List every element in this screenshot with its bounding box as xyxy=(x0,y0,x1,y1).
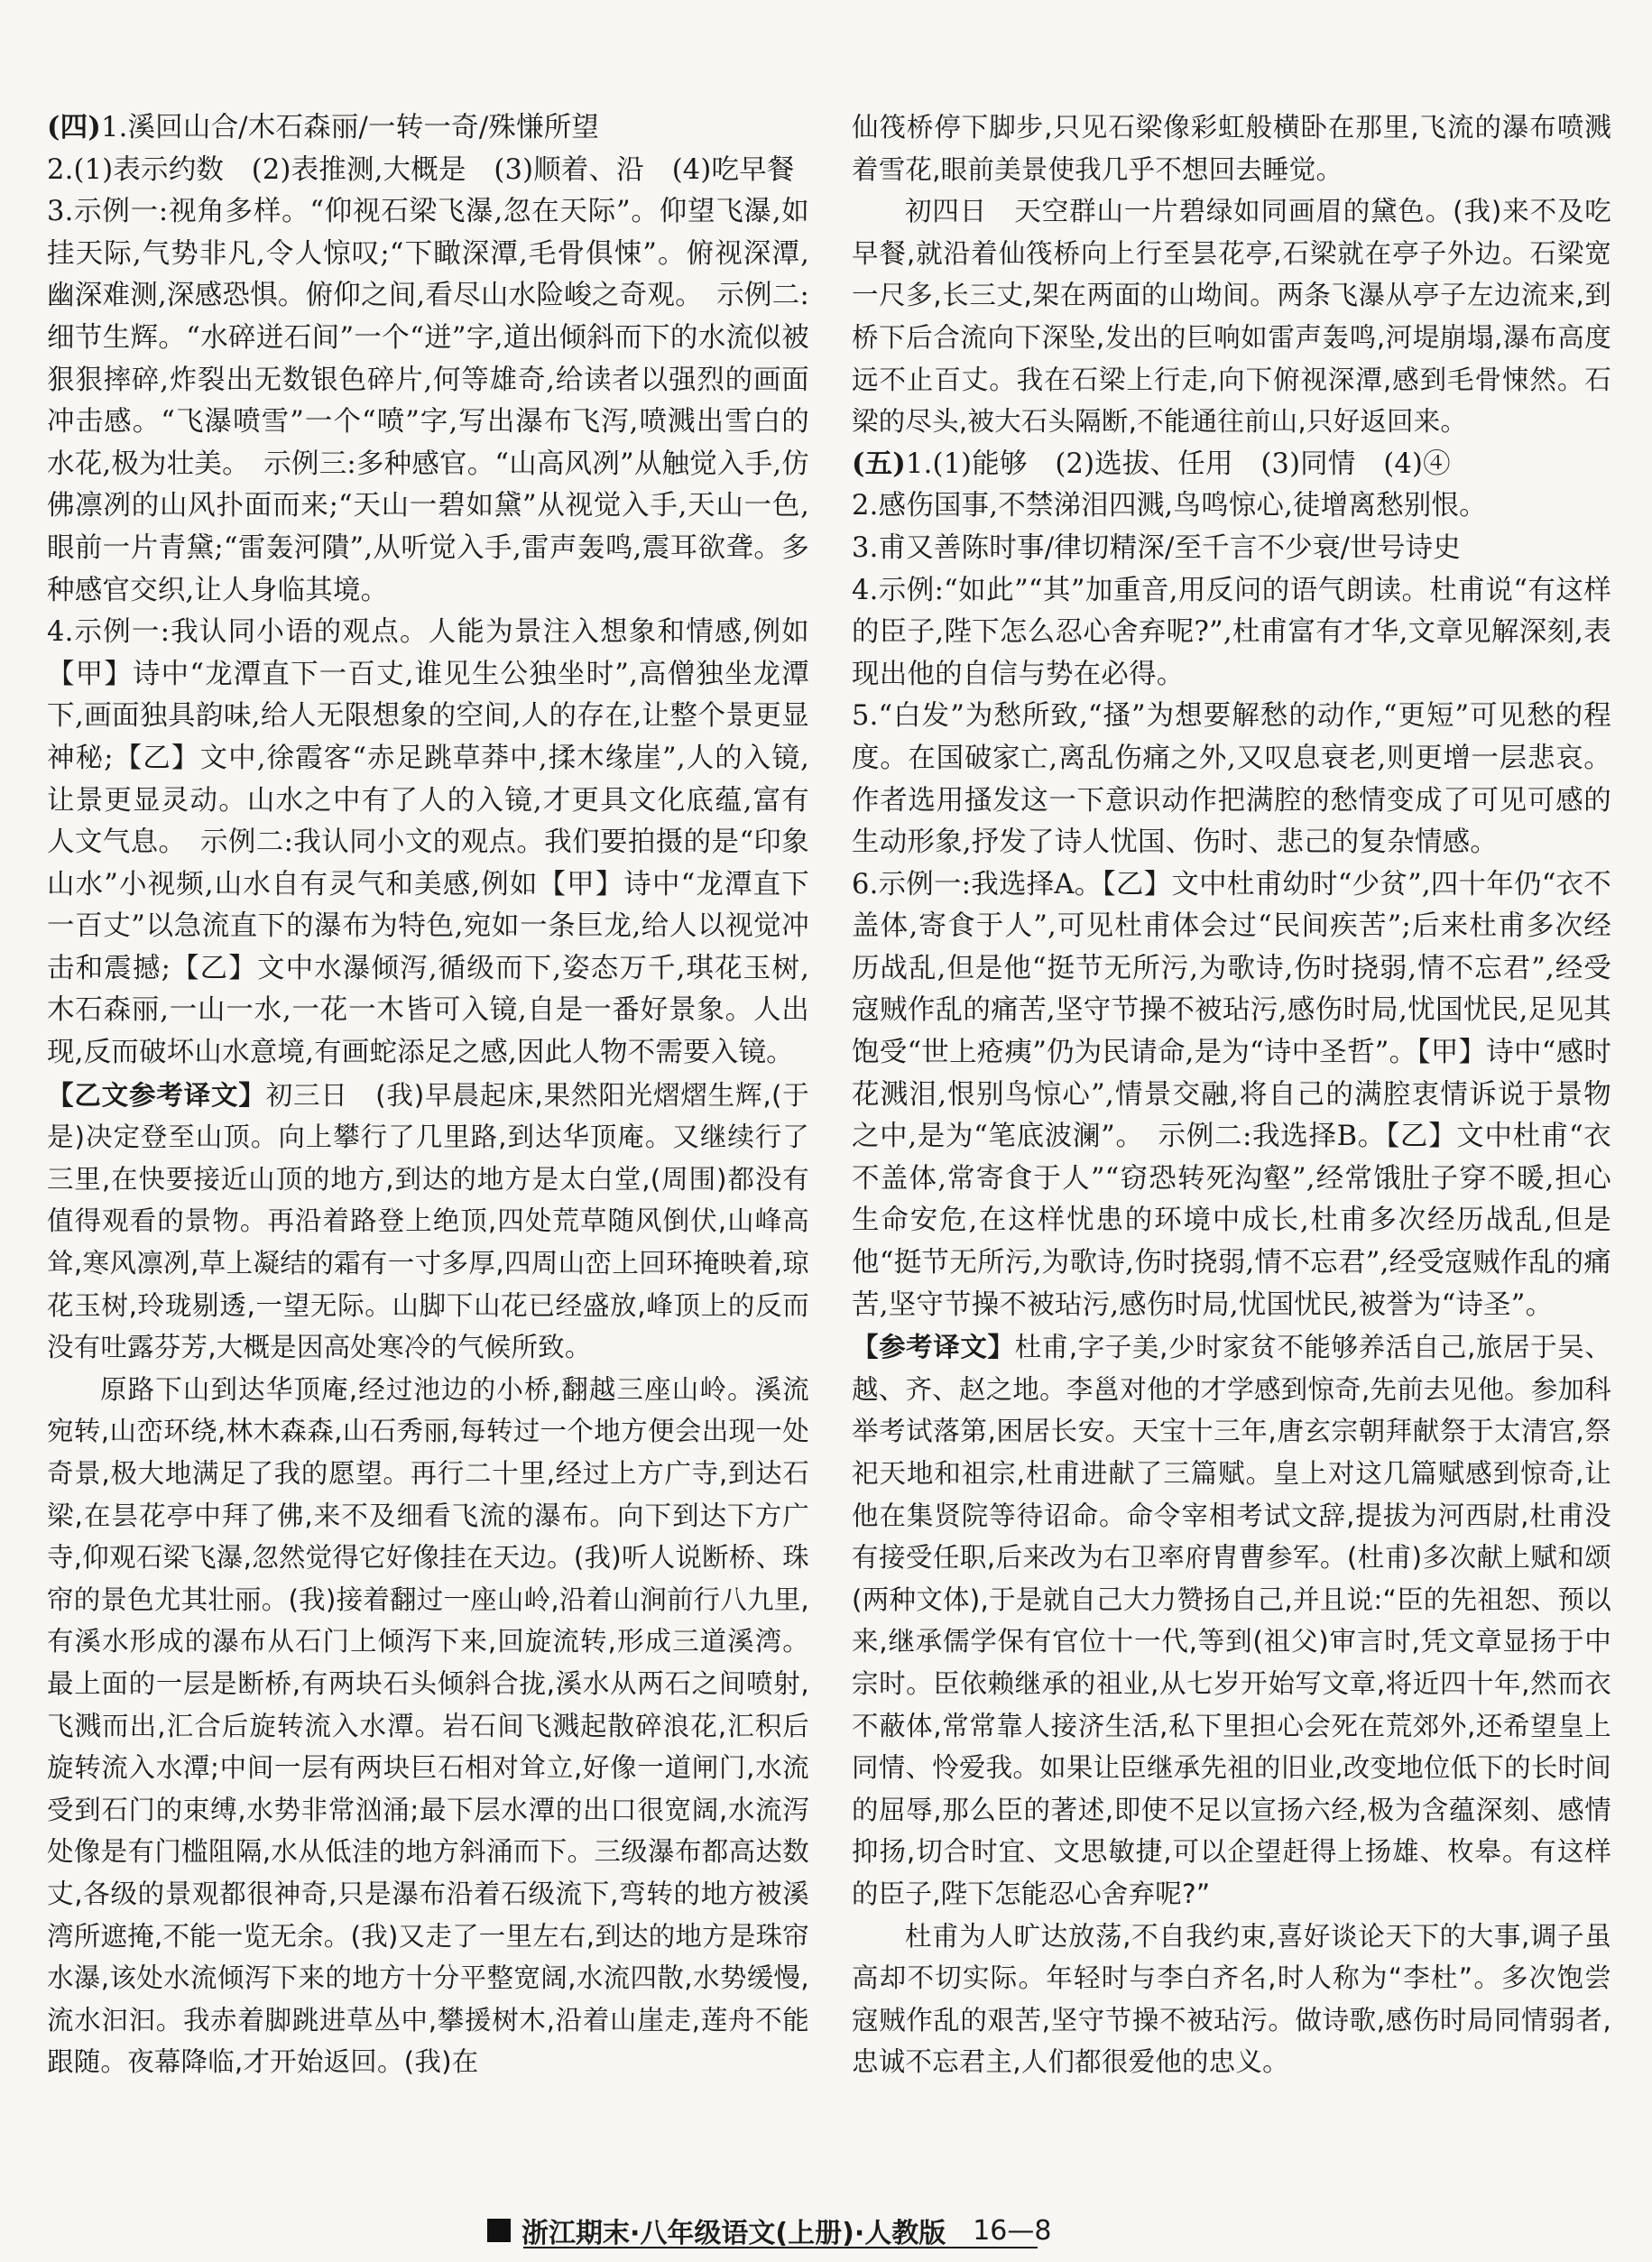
answer-paragraph xyxy=(852,1916,1611,2083)
answer-paragraph xyxy=(852,570,1611,697)
paragraph-text: 4.示例:“如此”“其”加重音,用反问的语气朗读。杜甫说“有这样的臣子,陛下怎么忍心舍弃呢?”,杜甫富有才华,文章见解深刻,表现出他的自信与势在必得。 xyxy=(852,574,1611,690)
paragraph-text: 初四日 天空群山一片碧绿如同画眉的黛色。(我)来不及吃早餐,就沿着仙筏桥向上行至昙花亭,石梁就在亭子外边。石梁宽一尺多,长三丈,架在两面的山坳间。两条飞瀑从亭子左边流来,到桥下后合流向下深坠,发出的巨响如雷声轰鸣,河堤崩塌,瀑布高度远不止百丈。我在石梁上行走,向下俯视深潭,感到毛骨悚然。石梁的尽头,被大石头隔断,不能通往前山,只好返回来。 xyxy=(852,196,1611,438)
answer-paragraph xyxy=(852,106,1611,190)
answer-paragraph xyxy=(852,528,1611,570)
answer-paragraph xyxy=(47,612,809,1075)
paragraph-label: (四) xyxy=(47,111,101,143)
paragraph-text: 4.示例一:我认同小语的观点。人能为景注入想象和情感,例如【甲】诗中“龙潭直下一百丈,谁见生公独坐时”,高僧独坐龙潭下,画面独具韵味,给人无限想象的空间,人的存在,让整个景更显神秘;【乙】文中,徐霞客“赤足跳草莽中,揉木缘崖”,人的入镜,让景更显灵动。山水之中有了人的入镜,才更具文化底蕴,富有人文气息。 示例二:我认同小文的观点。我们要拍摄的是“印象山水”小视频,山水自有灵气和美感,例如【甲】诗中“龙潭直下一百丈”以急流直下的瀑布为特色,宛如一条巨龙,给人以视觉冲击和震撼;【乙】文中水瀑倾泻,循级而下,姿态万千,琪花玉树,木石森丽,一山一水,一花一木皆可入镜,自是一番好景象。人出现,反而破坏山水意境,有画蛇添足之感,因此人物不需要入镜。 xyxy=(47,616,809,1069)
answer-paragraph xyxy=(852,696,1611,863)
answer-paragraph xyxy=(852,443,1611,486)
paragraph-text: 6.示例一:我选择A。【乙】文中杜甫幼时“少贫”,四十年仍“衣不盖体,寄食于人”,可见杜甫体会过“民间疾苦”;后来杜甫多次经历战乱,但是他“挺节无所污,为歌诗,伤时挠弱,情不忘君”,经受寇贼作乱的痛苦,坚守节操不被玷污,感伤时局,忧国忧民,足见其饱受“世上疮痍”仍为民请命,是为“诗中圣哲”。【甲】诗中“感时花溅泪,恨别鸟惊心”,情景交融,将自己的满腔衷情诉说于景物之中,是为“笔底波澜”。 示例二:我选择B。【乙】文中杜甫“衣不盖体,常寄食于人”“窃恐转死沟壑”,经常饿肚子穿不暖,担心生命安危,在这样忧患的环境中成长,杜甫多次经历战乱,但是他“挺节无所污,为歌诗,伤时挠弱,情不忘君”,经受寇贼作乱的痛苦,坚守节操不被玷污,感伤时局,忧国忧民,被誉为“诗圣”。 xyxy=(852,868,1611,1321)
paragraph-text: 杜甫,字子美,少时家贫不能够养活自己,旅居于吴、越、齐、赵之地。李邕对他的才学感到惊奇,先前去见他。参加科举考试落第,困居长安。天宝十三年,唐玄宗朝拜献祭于太清宫,祭祀天地和祖宗,杜甫进献了三篇赋。皇上对这几篇赋感到惊奇,让他在集贤院等待诏命。命令宰相考试文辞,提拔为河西尉,杜甫没有接受任职,后来改为右卫率府胄曹参军。(杜甫)多次献上赋和颂(两种文体),于是就自己大力赞扬自己,并且说:“臣的先祖恕、预以来,继承儒学保有官位十一代,等到(祖父)审言时,凭文章显扬于中宗时。臣依赖继承的祖业,从七岁开始写文章,将近四十年,然而衣不蔽体,常常靠人接济生活,私下里担心会死在荒郊外,还希望皇上同情、怜爱我。如果让臣继承先祖的旧业,改变地位低下的长时间的屈辱,那么臣的著述,即使不足以宣扬六经,极为含蕴深刻、感情抑扬,切合时宜、文思敏捷,可以企望赶得上扬雄、枚皋。有这样的臣子,陛下怎能忍心舍弃呢?” xyxy=(852,1332,1612,1909)
page-footer xyxy=(487,2212,1173,2248)
paragraph-label: (五) xyxy=(852,447,906,480)
paragraph-text: 1.(1)能够 (2)选拔、任用 (3)同情 (4)④ xyxy=(905,448,1451,480)
answer-paragraph xyxy=(47,1075,809,1369)
paragraph-text: 仙筏桥停下脚步,只见石梁像彩虹般横卧在那里,飞流的瀑布喷溅着雪花,眼前美景使我几乎不想回去睡觉。 xyxy=(852,112,1611,185)
paragraph-text: 1.溪回山合/木石森丽/一转一奇/殊慊所望 xyxy=(100,112,600,143)
paragraph-text: 初三日 (我)早晨起床,果然阳光熠熠生辉,(于是)决定登至山顶。向上攀行了几里路,到达华顶庵。又继续行了三里,在快要接近山顶的地方,到达的地方是太白堂,(周围)都没有值得观看的景物。再沿着路登上绝顶,四处荒草随风倒伏,山峰高耸,寒风凛冽,草上凝结的霜有一寸多厚,四周山峦上回环掩映着,琼花玉树,玲珑剔透,一望无际。山脚下山花已经盛放,峰顶上的反而没有吐露芬芳,大概是因高处寒冷的气候所致。 xyxy=(47,1079,809,1363)
paragraph-text: 杜甫为人旷达放荡,不自我约束,喜好谈论天下的大事,调子虽高却不切实际。年轻时与李白齐名,时人称为“李杜”。多次饱尝寇贼作乱的艰苦,坚守节操不被玷污。做诗歌,感伤时局同情弱者,忠诚不忘君主,人们都很爱他的忠义。 xyxy=(852,1920,1611,2078)
left-column xyxy=(47,106,809,2083)
page-number: 16—8 xyxy=(973,2214,1052,2247)
answer-paragraph xyxy=(47,106,809,150)
answer-paragraph xyxy=(852,864,1611,1327)
paragraph-label: 【乙文参考译文】 xyxy=(47,1079,266,1111)
paragraph-text: 5.“白发”为愁所致,“搔”为想要解愁的动作,“更短”可见愁的程度。在国破家亡,离乱伤痛之外,又叹息衰老,则更增一层悲哀。作者选用搔发这一下意识动作把满腔的愁情变成了可见可感的生动形象,抒发了诗人忧国、伤时、悲己的复杂情感。 xyxy=(852,700,1611,859)
answer-paragraph xyxy=(47,1369,809,2083)
paragraph-text: 3.甫又善陈时事/律切精深/至千言不少衰/世号诗史 xyxy=(852,531,1461,564)
answer-paragraph xyxy=(47,150,809,192)
paragraph-text: 2.(1)表示约数 (2)表推测,大概是 (3)顺着、沿 (4)吃早餐 xyxy=(47,153,795,186)
footer-square-icon xyxy=(487,2219,511,2242)
right-column xyxy=(852,106,1611,2083)
paragraph-text: 2.感伤国事,不禁涕泪四溅,鸟鸣惊心,徒增离愁别恨。 xyxy=(852,490,1487,522)
paragraph-text: 3.示例一:视角多样。“仰视石梁飞瀑,忽在天际”。仰望飞瀑,如挂天际,气势非凡,令人惊叹;“下瞰深潭,毛骨俱悚”。俯视深潭,幽深难测,深感恐惧。俯仰之间,看尽山水险峻之奇观。 示例二:细节生辉。“水碎迸石间”一个“迸”字,道出倾斜而下的水流似被狠狠摔碎,炸裂出无数银色碎片,何等雄奇,给读者以强烈的画面冲击感。“飞瀑喷雪”一个“喷”字,写出瀑布飞泻,喷溅出雪白的水花,极为壮美。 示例三:多种感官。“山高风冽”从触觉入手,仿佛凛冽的山风扑面而来;“天山一碧如黛”从视觉入手,天山一色,眼前一片青黛;“雷轰河隤”,从听觉入手,雷声轰鸣,震耳欲聋。多种感官交织,让人身临其境。 xyxy=(47,196,809,606)
paragraph-text: 原路下山到达华顶庵,经过池边的小桥,翻越三座山岭。溪流宛转,山峦环绕,林木森森,山石秀丽,每转过一个地方便会出现一处奇景,极大地满足了我的愿望。再行二十里,经过上方广寺,到达石梁,在昙花亭中拜了佛,来不及细看飞流的瀑布。向下到达下方广寺,仰观石梁飞瀑,忽然觉得它好像挂在天边。(我)听人说断桥、珠帘的景色尤其壮丽。(我)接着翻过一座山岭,沿着山涧前行八九里,有溪水形成的瀑布从石门上倾泻下来,回旋流转,形成三道溪湾。最上面的一层是断桥,有两块石头倾斜合拢,溪水从两石之间喷射,飞溅而出,汇合后旋转流入水潭。岩石间飞溅起散碎浪花,汇积后旋转流入水潭;中间一层有两块巨石相对耸立,好像一道闸门,水流受到石门的束缚,水势非常汹涌;最下层水潭的出口很宽阔,水流泻处像是有门槛阻隔,水从低洼的地方斜涌而下。三级瀑布都高达数丈,各级的景观都很神奇,只是瀑布沿着石级流下,弯转的地方被溪湾所遮掩,不能一览无余。(我)又走了一里左右,到达的地方是珠帘水瀑,该处水流倾泻下来的地方十分平整宽阔,水流四散,水势缓慢,流水汩汩。我赤着脚跳进草丛中,攀援树木,沿着山崖走,莲舟不能跟随。夜幕降临,才开始返回。(我)在 xyxy=(47,1373,809,2078)
answer-paragraph xyxy=(852,190,1611,443)
answer-paragraph xyxy=(852,485,1611,528)
footer-rule xyxy=(523,2247,1038,2248)
answer-paragraph xyxy=(852,1326,1611,1915)
paragraph-label: 【参考译文】 xyxy=(852,1332,1015,1363)
answer-paragraph xyxy=(47,191,809,612)
footer-title: 浙江期末·八年级语文(上册)·人教版 xyxy=(521,2218,946,2249)
